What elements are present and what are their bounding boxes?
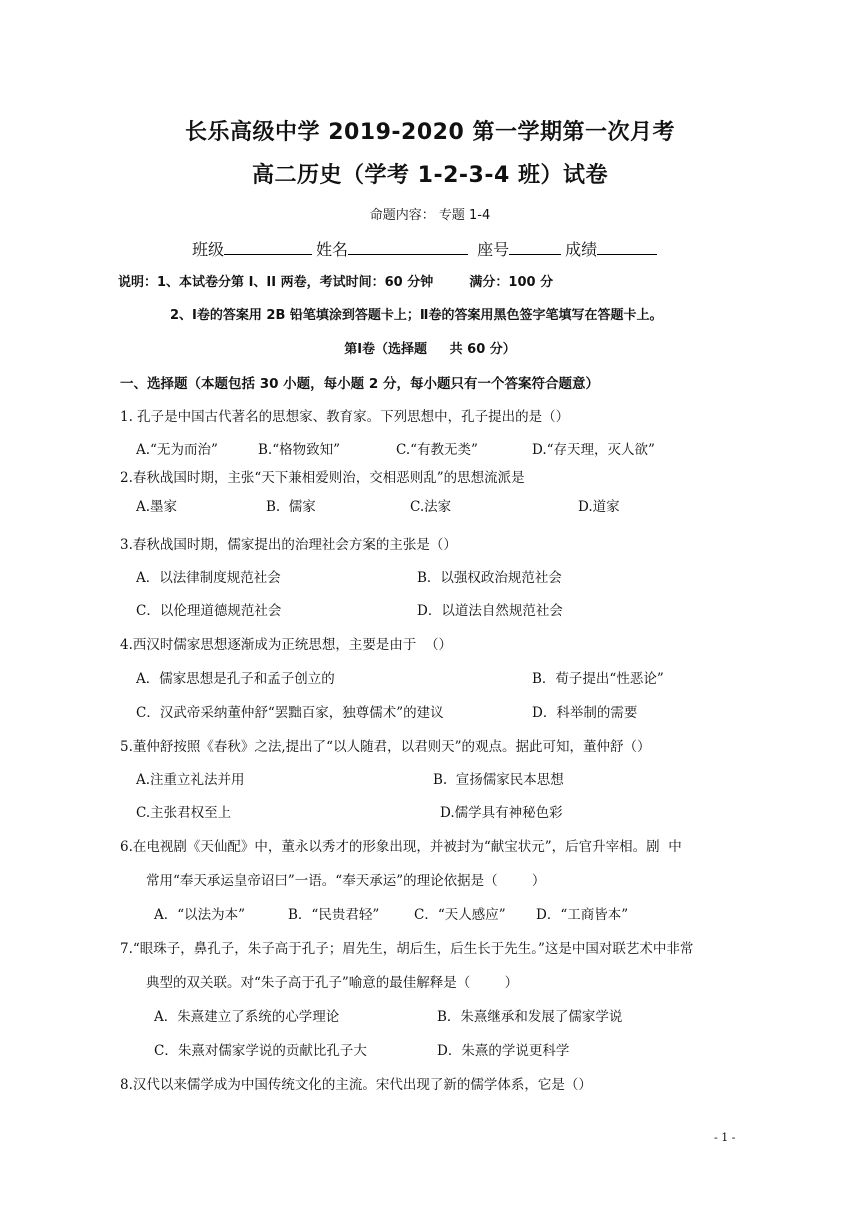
q3-option-c: C．以伦理道德规范社会 — [136, 603, 282, 619]
question-7-cont: 典型的双关联。对“朱子高于孔子”喻意的最佳解释是（ ） — [146, 975, 519, 991]
q6-option-a: A．“以法为本” — [154, 907, 246, 923]
q2-option-d: D.道家 — [578, 499, 620, 515]
q7-option-a: A．朱熹建立了系统的心学理论 — [154, 1009, 340, 1025]
q4-option-b: B．荀子提出“性恶论” — [532, 671, 664, 687]
page-number: - 1 - — [714, 1131, 736, 1144]
section-heading: 第Ⅰ卷（选择题 共 60 分） — [344, 342, 516, 357]
question-5: 5.董仲舒按照《春秋》之法,提出了“以人随君，以君则天”的观点。据此可知，董仲舒（） — [120, 739, 651, 755]
question-6: 6.在电视剧《天仙配》中，董永以秀才的形象出现，并被封为“献宝状元”，后官升宰相。剧 中 — [120, 839, 682, 855]
question-4: 4.西汉时儒家思想逐渐成为正统思想，主要是由于 （） — [120, 637, 452, 653]
q1-option-c: C.“有教无类” — [396, 442, 478, 458]
q3-option-b: B．以强权政治规范社会 — [417, 570, 562, 586]
q5-option-c: C.主张君权至上 — [136, 805, 232, 821]
q4-option-d: D．科举制的需要 — [532, 705, 638, 721]
q3-option-d: D．以道法自然规范社会 — [417, 603, 563, 619]
q1-option-d: D.“存天理，灭人欲” — [532, 442, 655, 458]
q1-option-a: A.“无为而治” — [136, 442, 218, 458]
q7-option-b: B．朱熹继承和发展了儒家学说 — [437, 1009, 623, 1025]
instruction-1: 说明：1、本试卷分第 I、II 两卷，考试时间：60 分钟 满分：100 分 — [118, 275, 554, 290]
exam-scope: 命题内容： 专题 1-4 — [369, 208, 491, 223]
name-blank[interactable] — [348, 236, 468, 255]
q1-option-b: B.“格物致知” — [258, 442, 341, 458]
q3-option-a: A．以法律制度规范社会 — [136, 570, 281, 586]
part-heading: 一、选择题（本题包括 30 小题，每小题 2 分，每小题只有一个答案符合题意） — [120, 376, 599, 392]
class-label: 班级 — [192, 240, 225, 259]
q6-option-d: D．“工商皆本” — [536, 907, 629, 923]
q2-option-b: B. 儒家 — [266, 499, 316, 515]
question-2: 2.春秋战国时期，主张“天下兼相爱则治，交相恶则乱”的思想流派是 — [120, 470, 525, 486]
q2-option-c: C.法家 — [410, 499, 452, 515]
instruction-2: 2、Ⅰ卷的答案用 2B 铅笔填涂到答题卡上；Ⅱ卷的答案用黑色签字笔填写在答题卡上。 — [170, 308, 663, 323]
q5-option-b: B. 宣扬儒家民本思想 — [433, 772, 564, 788]
exam-subtitle: 高二历史（学考 1-2-3-4 班）试卷 — [252, 163, 608, 188]
question-6-cont: 常用“奉天承运皇帝诏曰”一语。“奉天承运”的理论依据是（ ） — [146, 873, 546, 889]
q5-option-d: D.儒学具有神秘色彩 — [440, 805, 563, 821]
seat-label: 座号 — [477, 240, 510, 259]
q7-option-d: D．朱熹的学说更科学 — [437, 1043, 570, 1059]
exam-title: 长乐高级中学 2019-2020 第一学期第一次月考 — [185, 120, 675, 145]
student-info-row — [192, 236, 661, 260]
q6-option-c: C．“天人感应” — [414, 907, 506, 923]
q2-option-a: A.墨家 — [136, 499, 178, 515]
class-blank[interactable] — [224, 236, 312, 255]
question-3: 3.春秋战国时期，儒家提出的治理社会方案的主张是（） — [120, 537, 457, 553]
q6-option-b: B．“民贵君轻” — [288, 907, 380, 923]
seat-blank[interactable] — [509, 236, 561, 255]
question-1: 1. 孔子是中国古代著名的思想家、教育家。下列思想中，孔子提出的是（） — [120, 409, 570, 425]
question-8: 8.汉代以来儒学成为中国传统文化的主流。宋代出现了新的儒学体系，它是（） — [120, 1077, 592, 1093]
name-label: 姓名 — [316, 240, 349, 259]
score-label: 成绩 — [565, 240, 598, 259]
question-7: 7.“眼珠子，鼻孔子，朱子高于孔子；眉先生，胡后生，后生长于先生。”这是中国对联艺术中非常 — [120, 941, 694, 957]
q4-option-c: C．汉武帝采纳董仲舒“罢黜百家，独尊儒术”的建议 — [136, 705, 444, 721]
score-blank[interactable] — [597, 236, 657, 255]
q7-option-c: C．朱熹对儒家学说的贡献比孔子大 — [154, 1043, 367, 1059]
q5-option-a: A.注重立礼法并用 — [136, 772, 245, 788]
q4-option-a: A．儒家思想是孔子和孟子创立的 — [136, 671, 335, 687]
